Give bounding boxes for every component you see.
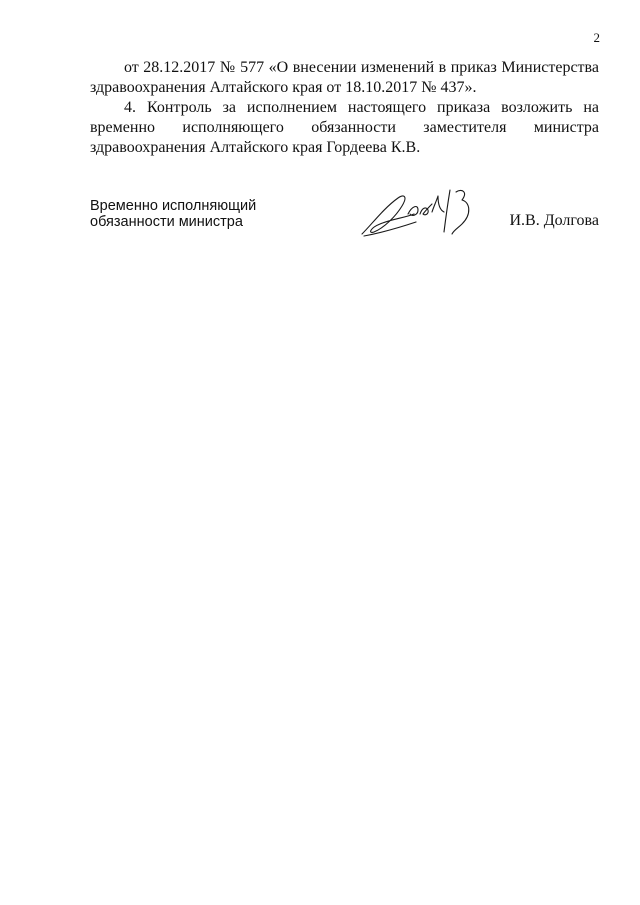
text-line: от 28.12.2017 № 577 «О внесении изменений в приказ Министерства — [124, 59, 599, 76]
signer-name: И.В. Долгова — [509, 212, 599, 229]
paragraph-4 — [90, 98, 599, 158]
text-line: 4. Контроль за исполнением настоящего приказа возложить на — [124, 99, 599, 116]
signature-block — [90, 198, 599, 258]
text-line: здравоохранения Алтайского края от 18.10.2017 № 437». — [90, 79, 477, 96]
text-line: здравоохранения Алтайского края Гордеева К.В. — [90, 139, 421, 156]
signer-title — [90, 198, 256, 230]
document-body — [90, 58, 599, 158]
text-line: временно исполняющего обязанности заместителя министра — [90, 119, 599, 136]
page-number: 2 — [593, 30, 600, 45]
signer-title-line: Временно исполняющий — [90, 198, 257, 214]
handwritten-signature-icon — [358, 184, 488, 246]
paragraph-continuation — [90, 58, 599, 98]
signer-title-line: обязанности министра — [90, 214, 243, 230]
